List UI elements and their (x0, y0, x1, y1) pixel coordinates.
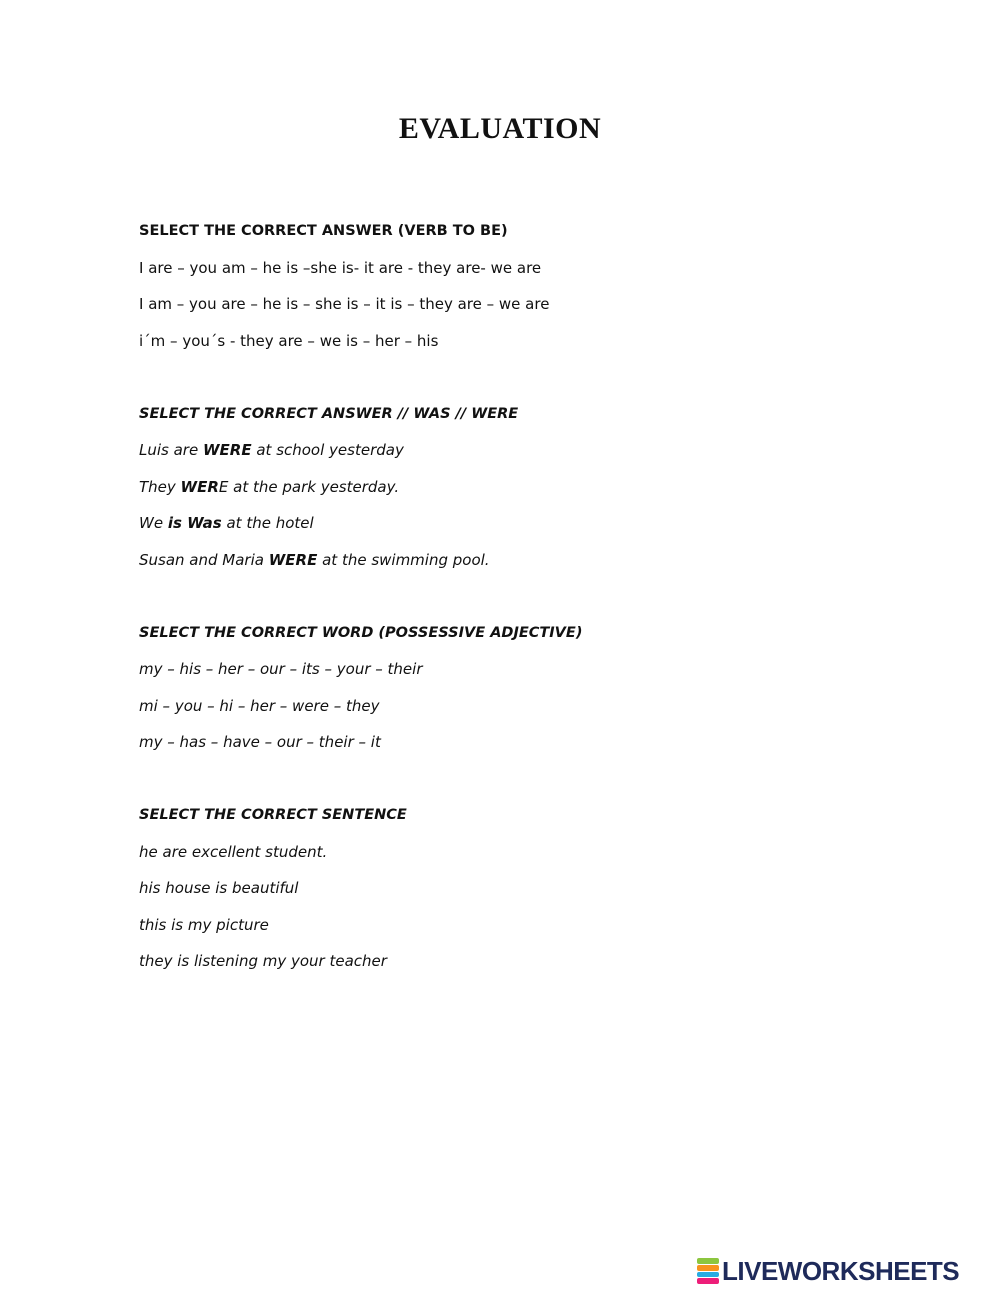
logo-text: LIVEWORKSHEETS (722, 1255, 960, 1286)
answer-option[interactable]: he are excellent student. (139, 842, 328, 861)
option-answer: is Was (167, 514, 222, 532)
option-text: Susan and Maria (139, 550, 269, 569)
logo-badge-block (697, 1265, 719, 1271)
answer-option[interactable]: mi – you – hi – her – were – they (139, 696, 380, 715)
option-text: at the hotel (221, 514, 314, 532)
option-text: They (139, 477, 181, 496)
worksheet-content (139, 221, 899, 971)
option-text: E at the park yesterday. (218, 477, 400, 496)
answer-option[interactable]: my – his – her – our – its – your – their (139, 660, 423, 678)
answer-option[interactable]: I am – you are – he is – she is – it is – they are – we are (139, 295, 550, 313)
section-heading: SELECT THE CORRECT ANSWER // WAS // WERE (139, 405, 519, 422)
section-heading: SELECT THE CORRECT SENTENCE (139, 807, 407, 823)
option-text: at school yesterday (251, 441, 404, 459)
answer-option[interactable]: my – has – have – our – their – it (139, 733, 381, 751)
answer-option[interactable] (139, 477, 899, 497)
answer-option[interactable] (139, 550, 899, 570)
section-verb-to-be (139, 221, 899, 351)
option-answer: WERE (268, 550, 318, 569)
section-correct-sentence (139, 805, 899, 971)
section-was-were (139, 404, 899, 570)
answer-option[interactable]: i´m – you´s - they are – we is – her – his (139, 331, 439, 350)
option-text: Luis are (139, 441, 203, 459)
option-answer: WERE (202, 441, 252, 459)
answer-option[interactable]: they is listening my your teacher (139, 952, 387, 970)
section-heading: SELECT THE CORRECT ANSWER (VERB TO BE) (139, 223, 508, 239)
page-title: EVALUATION (398, 112, 602, 145)
answer-option[interactable]: this is my picture (139, 915, 269, 934)
logo-badge-icon (697, 1258, 719, 1284)
logo-badge-block (697, 1258, 719, 1264)
option-text: at the swimming pool. (317, 550, 490, 569)
option-text: We (139, 514, 168, 532)
logo-badge-block (697, 1272, 719, 1278)
answer-option[interactable] (139, 440, 899, 460)
logo-badge-block (697, 1278, 719, 1284)
option-answer: WER (180, 477, 219, 496)
answer-option[interactable]: his house is beautiful (139, 879, 299, 897)
section-possessive-adjective (139, 623, 899, 753)
section-heading: SELECT THE CORRECT WORD (POSSESSIVE ADJECTIVE) (139, 624, 583, 641)
liveworksheets-logo (697, 1256, 959, 1286)
answer-option[interactable] (139, 513, 899, 533)
answer-option[interactable]: I are – you am – he is –she is- it are - they are- we are (139, 258, 542, 277)
